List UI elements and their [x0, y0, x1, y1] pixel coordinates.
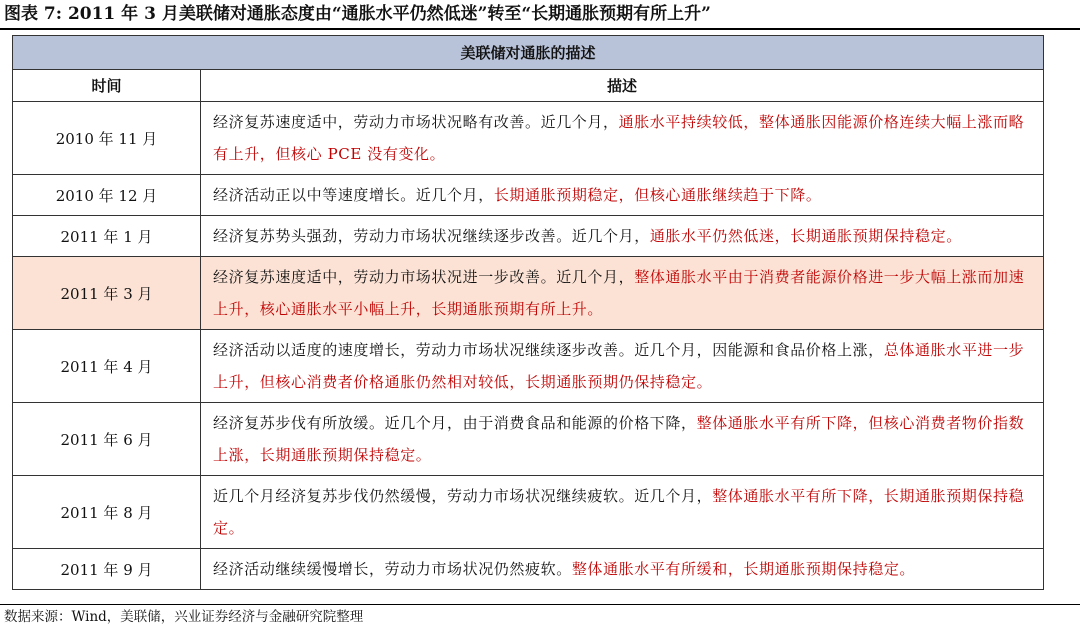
row-description — [201, 330, 1044, 403]
source-rule — [0, 604, 1080, 605]
title-rule — [0, 28, 1080, 30]
column-header-description: 描述 — [201, 70, 1044, 102]
description-plain-text: 经济活动以适度的速度增长，劳动力市场状况继续逐步改善。近几个月，因能源和食品价格上涨， — [213, 341, 884, 359]
table-caption: 美联储对通胀的描述 — [13, 36, 1044, 70]
row-description — [201, 476, 1044, 549]
description-emphasis-text: 通胀水平持续较低，整体通胀因能源价格连续大幅上涨而略有上升，但核心 PCE 没有变化。 — [213, 113, 1025, 163]
description-emphasis-text: 整体通胀水平由于消费者能源价格进一步大幅上涨而加速上升，核心通胀水平小幅上升，长期通胀预期有所上升。 — [213, 268, 1025, 318]
row-time: 2011 年 3 月 — [13, 257, 201, 330]
row-time: 2010 年 12 月 — [13, 175, 201, 216]
description-plain-text: 经济活动继续缓慢增长，劳动力市场状况仍然疲软。 — [213, 560, 572, 578]
fed-inflation-table — [12, 35, 1044, 590]
row-time: 2011 年 1 月 — [13, 216, 201, 257]
row-description — [201, 403, 1044, 476]
description-plain-text: 经济复苏势头强劲，劳动力市场状况继续逐步改善。近几个月， — [213, 227, 650, 245]
row-time: 2011 年 8 月 — [13, 476, 201, 549]
table-row — [13, 549, 1044, 590]
row-time: 2011 年 9 月 — [13, 549, 201, 590]
table-row — [13, 330, 1044, 403]
row-description — [201, 102, 1044, 175]
description-plain-text: 经济复苏速度适中，劳动力市场状况进一步改善。近几个月， — [213, 268, 635, 286]
figure-title: 图表 7: 2011 年 3 月美联储对通胀态度由“通胀水平仍然低迷”转至“长期通胀预期有所上升” — [4, 4, 711, 24]
row-time: 2011 年 6 月 — [13, 403, 201, 476]
description-emphasis-text: 整体通胀水平有所缓和，长期通胀预期保持稳定。 — [571, 560, 916, 578]
row-time: 2010 年 11 月 — [13, 102, 201, 175]
table-row — [13, 216, 1044, 257]
row-description — [201, 175, 1044, 216]
row-description — [201, 216, 1044, 257]
description-emphasis-text: 整体通胀水平有所下降，长期通胀预期保持稳定。 — [213, 487, 1025, 537]
description-emphasis-text: 整体通胀水平有所下降，但核心消费者物价指数上涨，长期通胀预期保持稳定。 — [213, 414, 1025, 464]
source-note: 数据来源：Wind，美联储，兴业证券经济与金融研究院整理 — [4, 609, 364, 625]
table-row — [13, 403, 1044, 476]
table-row — [13, 102, 1044, 175]
description-emphasis-text: 长期通胀预期稳定，但核心通胀继续趋于下降。 — [493, 186, 822, 204]
table-row — [13, 175, 1044, 216]
row-description — [201, 257, 1044, 330]
row-time: 2011 年 4 月 — [13, 330, 201, 403]
description-plain-text: 经济复苏速度适中，劳动力市场状况略有改善。近几个月， — [213, 113, 619, 131]
description-plain-text: 经济活动正以中等速度增长。近几个月， — [213, 186, 494, 204]
description-plain-text: 近几个月经济复苏步伐仍然缓慢，劳动力市场状况继续疲软。近几个月， — [213, 487, 713, 505]
description-emphasis-text: 通胀水平仍然低迷，长期通胀预期保持稳定。 — [649, 227, 962, 245]
table-row — [13, 257, 1044, 330]
column-header-time: 时间 — [13, 70, 201, 102]
description-plain-text: 经济复苏步伐有所放缓。近几个月，由于消费食品和能源的价格下降， — [213, 414, 697, 432]
table-row — [13, 476, 1044, 549]
row-description — [201, 549, 1044, 590]
description-emphasis-text: 总体通胀水平进一步上升，但核心消费者价格通胀仍然相对较低，长期通胀预期仍保持稳定。 — [213, 341, 1025, 391]
